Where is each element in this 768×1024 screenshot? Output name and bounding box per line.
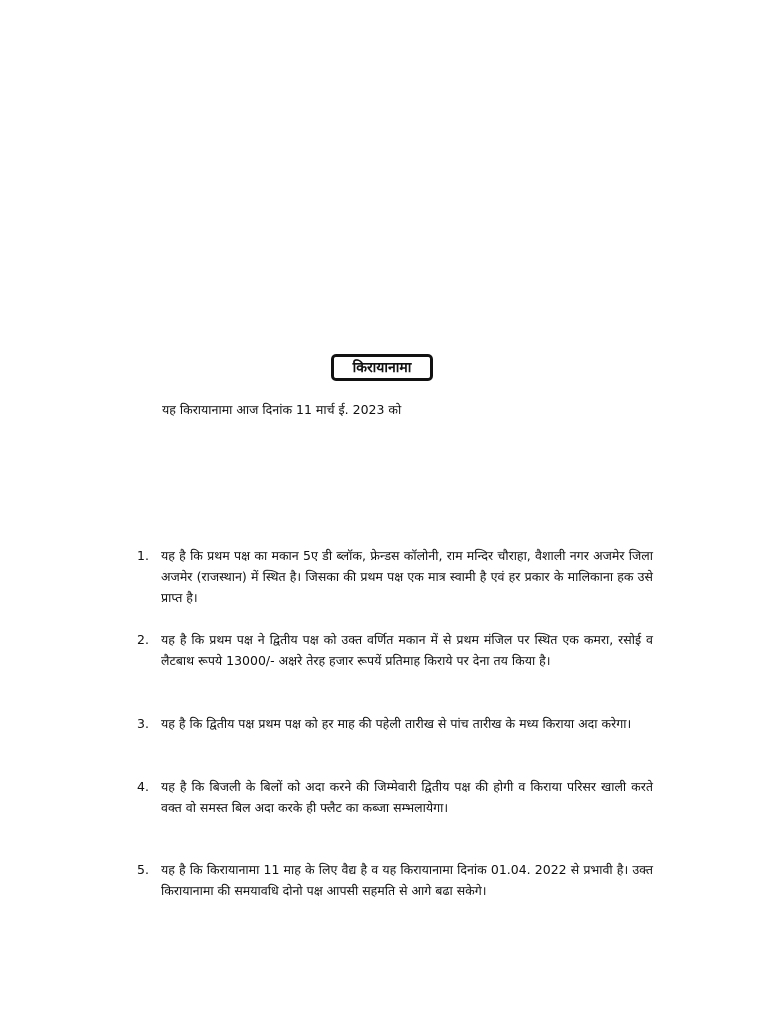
clause-text: यह है कि प्रथम पक्ष का मकान 5ए डी ब्लॉक, फ्रेन्डस कॉलोनी, राम मन्दिर चौराहा, वैशाली नगर अजमेर जिला अजमेर (राजस्थान) में स्थित है। जिसका की प्रथम पक्ष एक मात्र स्वामी है एवं हर प्रकार के मालिकाना हक उसे प्राप्त है। xyxy=(161,548,653,605)
clause-number: 5. xyxy=(137,862,149,877)
clause-5 xyxy=(137,859,653,901)
document-title: किरायानामा xyxy=(331,354,433,381)
clause-text: यह है कि बिजली के बिलों को अदा करने की जिम्मेवारी द्वितीय पक्ष की होगी व किराया परिसर खाली करते वक्त वो समस्त बिल अदा करके ही फ्लैट का कब्जा सम्भलायेगा। xyxy=(161,779,653,815)
intro-line: यह किरायानामा आज दिनांक 11 मार्च ई. 2023 को xyxy=(162,402,402,417)
clause-number: 3. xyxy=(137,716,149,731)
clause-3 xyxy=(137,713,653,734)
clause-text: यह है कि किरायानामा 11 माह के लिए वैद्य है व यह किरायानामा दिनांक 01.04. 2022 से प्रभावी है। उक्त किरायानामा की समयावधि दोनो पक्ष आपसी सहमति से आगे बढा सकेगे। xyxy=(161,862,653,898)
clause-1 xyxy=(137,545,653,608)
clause-number: 4. xyxy=(137,779,149,794)
clause-text: यह है कि प्रथम पक्ष ने द्वितीय पक्ष को उक्त वर्णित मकान में से प्रथम मंजिल पर स्थित एक कमरा, रसोई व लैटबाथ रूपये 13000/- अक्षरे तेरह हजार रूपयें प्रतिमाह किराये पर देना तय किया है। xyxy=(161,632,653,668)
clause-number: 2. xyxy=(137,632,149,647)
clause-number: 1. xyxy=(137,548,149,563)
clause-2 xyxy=(137,629,653,671)
clause-4 xyxy=(137,776,653,818)
clause-text: यह है कि द्वितीय पक्ष प्रथम पक्ष को हर माह की पहेली तारीख से पांच तारीख के मध्य किराया अदा करेगा। xyxy=(161,716,632,731)
